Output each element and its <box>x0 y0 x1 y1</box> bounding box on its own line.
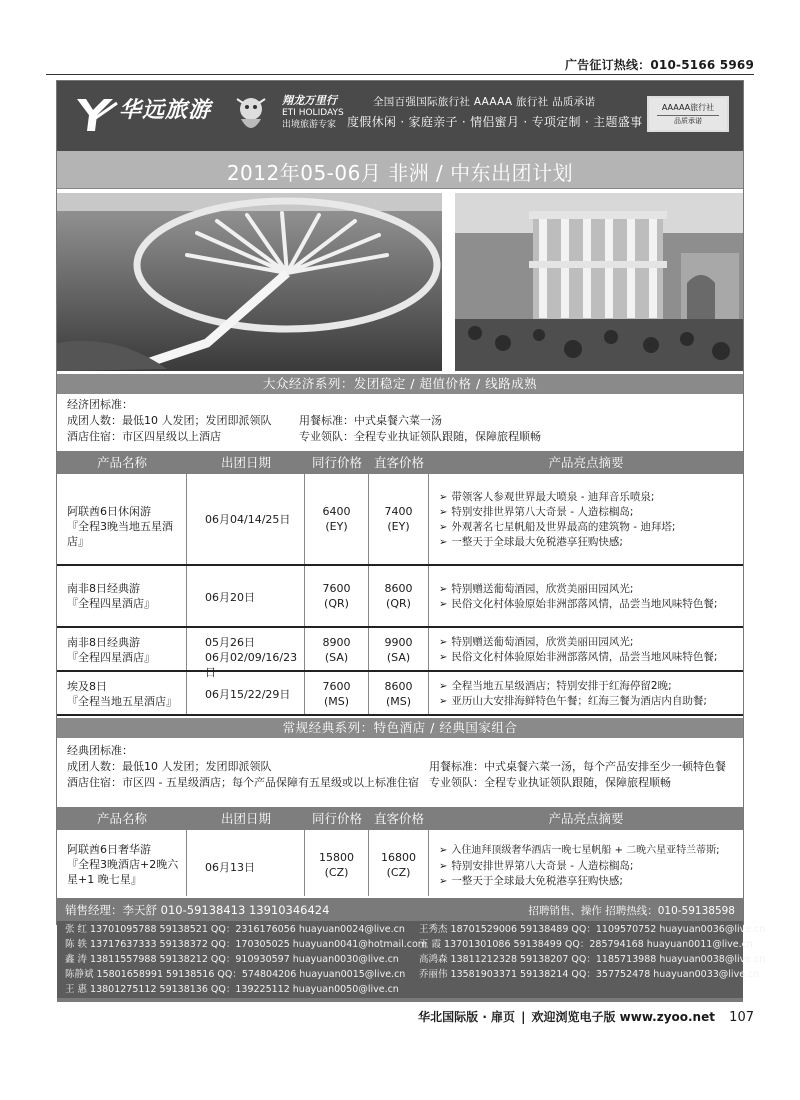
direct-price: 16800 <box>381 851 416 864</box>
contact-row: 陈 轶 13717637333 59138372 QQ：170305025 huayuan0041@hotmail.com <box>65 939 428 950</box>
highlight-item: ➢ 外观著名七星帆船及世界最高的建筑物 - 迪拜塔; <box>439 521 676 533</box>
contact-row: 王秀杰 18701529006 59138489 QQ：1109570752 huayuan0036@live.cn <box>419 924 766 935</box>
contact-row: 乔丽伟 13581903371 59138214 QQ：357752478 huayuan0033@live.cn <box>419 969 760 980</box>
direct-price: 7400 <box>384 505 413 518</box>
library-ruins-photo <box>455 193 743 371</box>
departure-date: 06月13日 <box>205 861 255 874</box>
table-row: 南非8日经典游 『全程四星酒店』 05月26日 06月02/09/16/23日 8900 (SA) 9900 (SA) ➢ 特别赠送葡萄酒园，欣赏美丽田园风光; ➢ 民俗文化村体验原始非洲部落风情，品尝当地风味特色餐; <box>57 628 743 672</box>
contacts-panel <box>57 898 766 1002</box>
contact-row: 张 红 13701095788 59138521 QQ：2316176056 huayuan0024@live.cn <box>65 924 405 935</box>
product-table-header: 产品名称 出团日期 同行价格 直客价格 产品亮点摘要 <box>57 451 743 474</box>
arrow-bullet-icon: ➢ <box>439 876 448 887</box>
arrow-bullet-icon: ➢ <box>439 522 448 533</box>
product-name: 埃及8日 <box>67 680 107 693</box>
arrow-bullet-icon: ➢ <box>439 599 448 610</box>
highlight-item: ➢ 一整天于全球最大免税港享狂购快感; <box>439 536 623 548</box>
direct-price: 8600 <box>384 582 413 595</box>
contact-list <box>57 921 766 998</box>
table-row: 阿联酋6日休闲游 『全程3晚当地五星酒店』 06月04/14/25日 6400 (EY) 7400 (EY) ➢ 带领客人参观世界最大喷泉 - 迪拜音乐喷泉; ➢ 特别安排世界第八大奇景 - 人造棕榈岛; ➢ 外观著名七星帆船及世界最高的建筑物 - 迪拜塔; ➢ 一整天于全球最大免税港享狂购快感; <box>57 474 743 566</box>
sales-manager: 销售经理：李天舒 010-59138413 13910346424 <box>65 903 330 917</box>
arrow-bullet-icon: ➢ <box>439 584 448 595</box>
arrow-bullet-icon: ➢ <box>439 537 448 548</box>
product-name: 南非8日经典游 <box>67 636 140 649</box>
highlight-item: ➢ 全程当地五星级酒店；特别安排于红海停留2晚; <box>439 680 672 692</box>
contact-row: 鑫 涛 13811557988 59138212 QQ：910930597 huayuan0030@live.cn <box>65 954 399 965</box>
highlight-item: ➢ 特别赠送葡萄酒园，欣赏美丽田园风光; <box>439 636 634 648</box>
arrow-bullet-icon: ➢ <box>439 681 448 692</box>
page-number: 107 <box>729 1010 754 1025</box>
table-row: 南非8日经典游 『全程四星酒店』 06月20日 7600 (QR) 8600 (QR) ➢ 特别赠送葡萄酒园，欣赏美丽田园风光; ➢ 民俗文化村体验原始非洲部落风情，品尝当地风味特色餐; <box>57 566 743 628</box>
trade-price: 8900 <box>322 636 351 649</box>
arrow-bullet-icon: ➢ <box>439 696 448 707</box>
economy-standards: 经济团标准： 成团人数：最低10 人发团；发团即派领队 酒店住宿：市区四星级以上酒店 用餐标准：中式桌餐六菜一汤 专业领队：全程专业执证领队跟随，保障旅程顺畅 <box>67 398 541 443</box>
footer-welcome: 欢迎浏览电子版 <box>531 1010 616 1024</box>
product-table-header: 产品名称 出团日期 同行价格 直客价格 产品亮点摘要 <box>57 807 743 830</box>
trade-price: 6400 <box>322 505 351 518</box>
ad-hotline: 广告征订热线：010-5166 5969 <box>564 58 754 72</box>
departure-date: 06月20日 <box>205 591 255 604</box>
footer-site-link[interactable]: www.zyoo.net <box>619 1010 715 1024</box>
footer-separator: | <box>521 1010 526 1024</box>
highlight-item: ➢ 特别安排世界第八大奇景 - 人造棕榈岛; <box>439 506 634 518</box>
arrow-bullet-icon: ➢ <box>439 652 448 663</box>
product-name: 阿联酋6日休闲游 <box>67 505 151 518</box>
arrow-bullet-icon: ➢ <box>439 492 448 503</box>
departure-date: 06月15/22/29日 <box>205 688 291 701</box>
contact-row: 王 惠 13801275112 59138136 QQ：139225112 huayuan0050@live.cn <box>65 984 399 995</box>
classic-standards: 经典团标准： 成团人数：最低10 人发团；发团即派领队 酒店住宿：市区四 - 五星级酒店；每个产品保障有五星级或以上标准住宿 用餐标准：中式桌餐六菜一汤，每个产品安排至少一顿特色餐 专业领队：全程专业执证领队跟随，保障旅程顺畅 <box>67 744 726 789</box>
table-row: 埃及8日 『全程当地五星酒店』 06月15/22/29日 7600 (MS) 8600 (MS) ➢ 全程当地五星级酒店；特别安排于红海停留2晚; ➢ 亚历山大安排海鲜特色午餐；红海三餐为酒店内自助餐; <box>57 672 743 716</box>
top-rule <box>46 74 754 75</box>
slogan-themes: 度假休闲 · 家庭亲子 · 情侣蜜月 · 专项定制 · 主题盛事 <box>347 115 643 129</box>
contact-row: 高鸿森 13811212328 59138207 QQ：1185713988 huayuan0038@live.cn <box>419 954 766 965</box>
palm-island-photo <box>57 193 442 371</box>
dragon-mascot-icon <box>225 89 277 141</box>
direct-price: 9900 <box>384 636 413 649</box>
highlight-item: ➢ 民俗文化村体验原始非洲部落风情，品尝当地风味特色餐; <box>439 651 718 663</box>
page-title: 2012年05-06月 非洲 / 中东出团计划 <box>226 161 574 185</box>
highlight-item: ➢ 亚历山大安排海鲜特色午餐；红海三餐为酒店内自助餐; <box>439 695 707 707</box>
arrow-bullet-icon: ➢ <box>439 861 448 872</box>
highlight-item: ➢ 带领客人参观世界最大喷泉 - 迪拜音乐喷泉; <box>439 491 655 503</box>
footer-section: 华北国际版 · 扉页 <box>418 1010 516 1024</box>
economy-series-heading: 大众经济系列：发团稳定 / 超值价格 / 线路成熟 <box>57 374 743 394</box>
product-name: 南非8日经典游 <box>67 582 140 595</box>
brand-banner <box>57 81 743 151</box>
trade-price: 7600 <box>322 582 351 595</box>
highlight-item: ➢ 民俗文化村体验原始非洲部落风情，品尝当地风味特色餐; <box>439 598 718 610</box>
contact-row: 王 霞 13701301086 59138499 QQ：285794168 huayuan0011@live.cn <box>419 939 753 950</box>
recruitment-hotline: 招聘销售、操作 招聘热线：010-59138598 <box>528 905 735 917</box>
direct-price: 8600 <box>384 680 413 693</box>
highlight-item: ➢ 一整天于全球最大免税港享狂购快感; <box>439 875 623 887</box>
page-footer <box>418 1008 754 1025</box>
highlight-item: ➢ 入住迪拜顶级奢华酒店一晚七星帆船 + 二晚六星亚特兰蒂斯; <box>439 845 720 856</box>
arrow-bullet-icon: ➢ <box>439 845 448 856</box>
partner-logo: 翔龙万里行 ETI HOLIDAYS 出境旅游专家 <box>282 94 344 130</box>
arrow-bullet-icon: ➢ <box>439 507 448 518</box>
classic-series-heading: 常规经典系列：特色酒店 / 经典国家组合 <box>57 718 743 738</box>
brand-name: 华远旅游 <box>119 98 212 123</box>
slogan-quality: 全国百强国际旅行社 AAAAA 旅行社 品质承诺 <box>373 96 596 108</box>
departure-date: 05月26日 <box>205 636 255 649</box>
aaaaa-badge: AAAAA旅行社 品质承诺 <box>647 96 729 132</box>
product-name: 阿联酋6日奢华游 <box>67 843 151 856</box>
title-bar <box>57 151 743 189</box>
contact-row: 陈静斌 15801658991 59138516 QQ：574804206 huayuan0015@live.cn <box>65 969 406 980</box>
departure-date: 06月04/14/25日 <box>205 513 291 526</box>
highlight-item: ➢ 特别赠送葡萄酒园，欣赏美丽田园风光; <box>439 583 634 595</box>
table-row: 阿联酋6日奢华游 『全程3晚酒店+2晚六 星+1 晚七星』 06月13日 15800 (CZ) 16800 (CZ) ➢ 入住迪拜顶级奢华酒店一晚七星帆船 + 二晚六星亚特兰蒂斯; ➢ 特别安排世界第八大奇景 - 人造棕榈岛; ➢ 一整天于全球最大免税港享狂购快感; <box>57 830 743 896</box>
trade-price: 7600 <box>322 680 351 693</box>
trade-price: 15800 <box>319 851 354 864</box>
ad-frame <box>56 80 766 995</box>
highlight-item: ➢ 特别安排世界第八大奇景 - 人造棕榈岛; <box>439 860 634 872</box>
arrow-bullet-icon: ➢ <box>439 637 448 648</box>
